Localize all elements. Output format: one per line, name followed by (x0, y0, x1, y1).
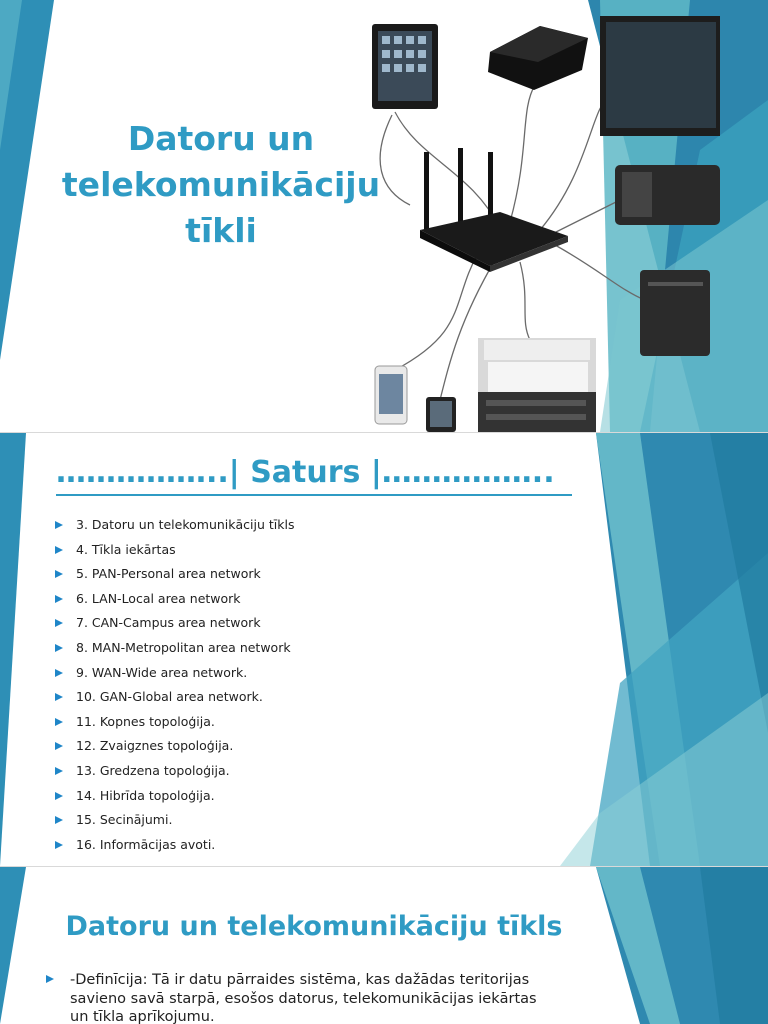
list-item (55, 636, 295, 661)
smartphone-icon (375, 366, 407, 424)
list-item-label: 15. Secinājumi. (76, 812, 173, 828)
slide-definition (0, 867, 768, 1024)
contents-title: ……………..| Saturs |…………….. (56, 455, 555, 490)
bullet-arrow-icon (55, 595, 63, 603)
bullet-arrow-icon (55, 644, 63, 652)
monitor-icon (600, 16, 720, 136)
router-icon (420, 148, 568, 272)
bullet-arrow-icon (55, 570, 63, 578)
list-item-label: 13. Gredzena topoloģija. (76, 762, 230, 778)
bullet-arrow-icon (55, 619, 63, 627)
external-drive-icon (488, 26, 588, 90)
slide-title (0, 0, 768, 432)
desktop-pc-icon (615, 165, 720, 225)
slide-title: Datoru un telekomunikāciju tīkls (65, 911, 563, 942)
list-item (55, 538, 295, 563)
list-item-label: 11. Kopnes topoloģija. (76, 713, 215, 729)
list-item-label: 14. Hibrīda topoloģija. (76, 787, 215, 803)
definition-block (46, 971, 546, 1024)
list-item (55, 661, 295, 686)
list-item (55, 685, 295, 710)
bullet-arrow-icon (55, 816, 63, 824)
bullet-arrow-icon (55, 546, 63, 554)
printer-icon (478, 338, 596, 432)
bullet-arrow-icon (55, 693, 63, 701)
list-item (55, 784, 295, 809)
list-item-label: 16. Informācijas avoti. (76, 836, 216, 852)
list-item (55, 759, 295, 784)
bullet-arrow-icon (55, 841, 63, 849)
bullet-arrow-icon (55, 767, 63, 775)
list-item (55, 587, 295, 612)
list-item-label: 12. Zvaigznes topoloģija. (76, 738, 234, 754)
list-item-label: 6. LAN-Local area network (76, 590, 241, 606)
list-item (55, 808, 295, 833)
bullet-arrow-icon (55, 718, 63, 726)
network-devices-image (360, 0, 720, 432)
list-item-label: 3. Datoru un telekomunikāciju tīkls (76, 517, 295, 532)
presentation-title: Datoru un telekomunikāciju tīkli (61, 119, 381, 250)
list-item (55, 513, 295, 538)
list-item-label: 7. CAN-Campus area network (76, 615, 261, 631)
server-icon (640, 270, 710, 356)
title-underline (56, 494, 572, 496)
list-item-label: 10. GAN-Global area network. (76, 689, 263, 705)
slide-contents (0, 433, 768, 866)
list-item-label: 9. WAN-Wide area network. (76, 664, 248, 680)
list-item (55, 734, 295, 759)
list-item-label: 8. MAN-Metropolitan area network (76, 639, 291, 655)
list-item-label: 4. Tīkla iekārtas (76, 541, 176, 557)
mobile-phone-icon (426, 397, 456, 432)
tablet-icon (372, 24, 438, 109)
bullet-arrow-icon (55, 742, 63, 750)
bullet-arrow-icon (46, 975, 54, 983)
definition-text: -Definīcija: Tā ir datu pārraides sistēma, kas dažādas teritorijas savieno savā starpā, esošos datorus, telekomunikācijas iekārtas un tīkla aprīkojumu. (70, 972, 537, 1024)
contents-list (55, 513, 295, 857)
list-item-label: 5. PAN-Personal area network (76, 566, 261, 582)
bullet-arrow-icon (55, 669, 63, 677)
list-item (55, 710, 295, 735)
list-item (55, 611, 295, 636)
bullet-arrow-icon (55, 792, 63, 800)
list-item (55, 833, 295, 858)
list-item (55, 562, 295, 587)
bullet-arrow-icon (55, 521, 63, 529)
